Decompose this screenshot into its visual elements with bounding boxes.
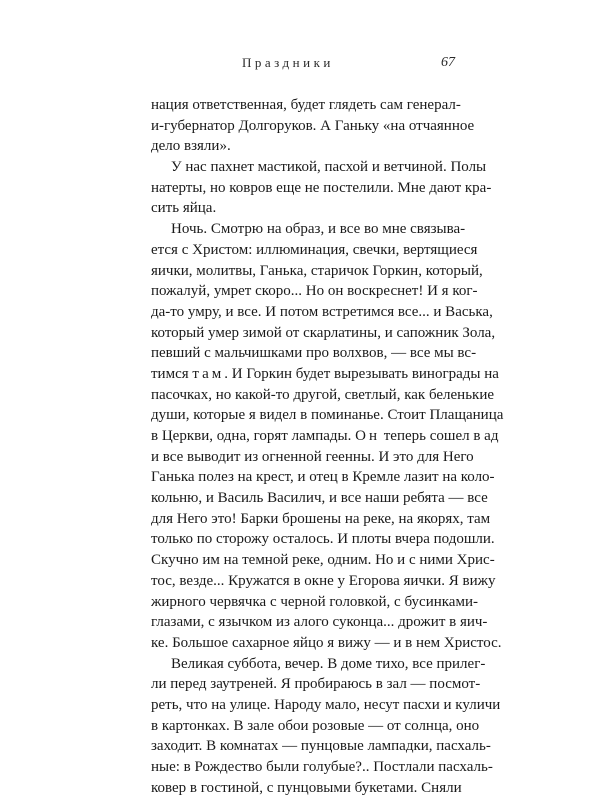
text-line: ковер в гостиной, с пунцовыми букетами. Сняли xyxy=(151,779,462,796)
section-title: Праздники xyxy=(242,55,334,70)
text-line: глазами, с язычком из алого суконца... дрожит в яич- xyxy=(151,614,488,631)
page-number: 67 xyxy=(441,55,455,70)
text-line: в картонках. В зале обои розовые — от солнца, оно xyxy=(151,717,480,734)
text-line: ется с Христом: иллюминация, свечки, вертящиеся xyxy=(151,241,478,258)
text-line: сить яйца. xyxy=(151,200,217,217)
text-line xyxy=(151,364,499,385)
text-line: для Него это! Барки брошены на реке, на якорях, там xyxy=(151,510,491,527)
running-head xyxy=(0,55,600,75)
text-line: нация ответственная, будет глядеть сам генерал- xyxy=(151,97,461,113)
spaced-emphasis: там xyxy=(192,365,225,382)
text-line: пасочках, но какой-то другой, светлый, как беленькие xyxy=(151,386,495,403)
text-line: души, которые я видел в поминанье. Стоит Плащаница xyxy=(151,407,504,424)
text-line: и-губернатор Долгоруков. А Ганьку «на отчаянное xyxy=(151,117,475,134)
text-line: ли перед заутреней. Я пробираюсь в зал — посмот- xyxy=(151,676,481,693)
text-line: натерты, но ковров еще не постелили. Мне дают кра- xyxy=(151,179,492,196)
text-fragment: . И Горкин будет вырезывать винограды на xyxy=(224,365,499,382)
text-line: Скучно им на темной реке, одним. Но и с ними Хрис- xyxy=(151,552,495,569)
text-line: дело взяли». xyxy=(151,138,231,155)
text-line: да-то умру, и все. И потом встретимся все... и Васька, xyxy=(151,303,493,320)
text-line: Ганька полез на крест, и отец в Кремле лазит на коло- xyxy=(151,469,495,486)
text-line: яички, молитвы, Ганька, старичок Горкин, который, xyxy=(151,262,483,279)
body-text xyxy=(151,95,504,798)
text-fragment: теперь сошел в ад xyxy=(380,428,499,444)
text-line: Великая суббота, вечер. В доме тихо, все прилег- xyxy=(171,655,486,672)
text-line: Ночь. Смотрю на образ, и все во мне связыва- xyxy=(171,221,466,238)
text-line: реть, что на улице. Народу мало, несут пасхи и куличи xyxy=(151,696,501,713)
text-line: пожалуй, умрет скоро... Но он воскреснет! И я ког- xyxy=(151,283,478,300)
text-line: и все выводит из огненной геенны. И это для Него xyxy=(151,448,474,465)
text-line: У нас пахнет мастикой, пасхой и ветчиной. Полы xyxy=(171,159,487,176)
text-fragment: в Церкви, одна, горят лампады. xyxy=(151,428,356,444)
text-line: ные: в Рождество были голубые?.. Постлали пасхаль- xyxy=(151,759,493,775)
text-line: жирного червячка с черной головкой, с бусинками- xyxy=(151,593,478,610)
text-line xyxy=(151,426,499,447)
text-line: кольню, и Василь Василич, и все наши ребята — все xyxy=(151,490,488,507)
text-line: ке. Большое сахарное яйцо я вижу — и в нем Христос. xyxy=(151,634,502,651)
text-line: который умер зимой от скарлатины, и сапожник Зола, xyxy=(151,324,496,341)
text-line: только по сторожу осталось. И плоты вчера подошли. xyxy=(151,531,495,548)
text-line: тос, везде... Кружатся в окне у Егорова яички. Я вижу xyxy=(151,572,496,589)
text-line: певший с мальчишками про волхвов, — все мы вс- xyxy=(151,345,477,362)
text-fragment: тимся xyxy=(151,365,193,382)
text-line: заходит. В комнатах — пунцовые лампадки, пасхаль- xyxy=(151,738,491,755)
spaced-emphasis: Он xyxy=(355,428,380,444)
